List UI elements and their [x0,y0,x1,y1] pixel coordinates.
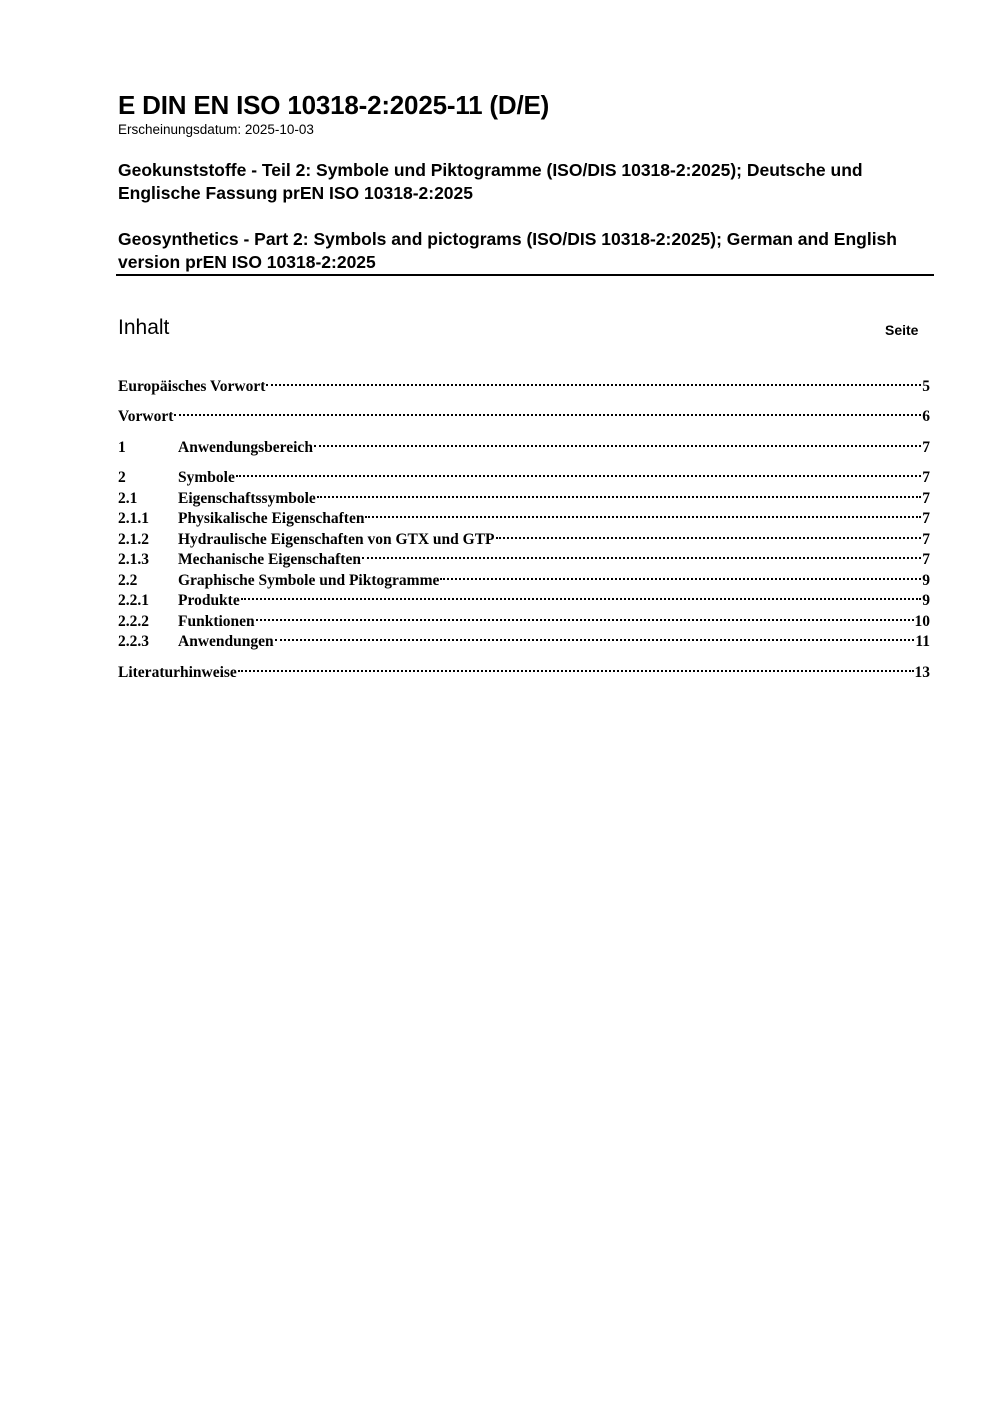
toc-entry-page: 9 [922,572,930,589]
toc-leader [241,585,922,605]
toc-entry-title: Physikalische Eigenschaften [178,510,365,527]
toc-leader [238,657,914,677]
toc-entry-page: 10 [914,613,930,630]
toc-entry-number: 2.1.2 [118,531,149,548]
toc-leader [365,503,921,523]
publication-date: Erscheinungsdatum: 2025-10-03 [118,122,314,137]
toc-entry-page: 7 [922,531,930,548]
toc-entry-number: 2 [118,469,126,486]
toc-entry-number: 2.2.2 [118,613,149,630]
toc-entry-number: 2.1.1 [118,510,149,527]
toc-page-label: Seite [885,322,919,338]
toc-entry[interactable] [118,371,930,395]
document-id: E DIN EN ISO 10318-2:2025-11 (D/E) [118,90,550,120]
toc-entry-number: 2.2 [118,572,138,589]
toc-leader [236,462,921,482]
toc-entry-title: Funktionen [178,613,255,630]
toc-entry-page: 9 [922,592,930,609]
toc-entry[interactable] [118,565,930,589]
toc-entry-title: Produkte [178,592,240,609]
toc-leader [362,544,921,564]
toc-leader [266,371,921,391]
toc-entry-title: Graphische Symbole und Piktogramme [178,572,440,589]
toc-entry-page: 7 [922,510,930,527]
toc-entry[interactable] [118,657,930,681]
toc-leader [314,432,921,452]
toc-entry-page: 11 [915,633,930,650]
toc-entry-page: 13 [914,664,930,681]
toc-entry-title: Europäisches Vorwort [118,378,266,395]
toc-entry-title: Symbole [178,469,235,486]
toc-entry[interactable] [118,401,930,425]
toc-entry[interactable] [118,585,930,609]
toc-entry-number: 2.2.3 [118,633,149,650]
toc-entry[interactable] [118,462,930,486]
toc-leader [440,565,921,585]
toc-entry-title: Vorwort [118,408,174,425]
toc-entry-number: 2.1 [118,490,138,507]
toc-entry-page: 6 [922,408,930,425]
toc-entry-title: Literaturhinweise [118,664,237,681]
toc-entry-number: 2.1.3 [118,551,149,568]
toc-entry-title: Hydraulische Eigenschaften von GTX und GTP [178,531,495,548]
toc-entry-title: Anwendungsbereich [178,439,313,456]
header-divider [116,274,934,276]
title-german: Geokunststoffe - Teil 2: Symbole und Piktogramme (ISO/DIS 10318-2:2025); Deutsche und Englische Fassung prEN ISO 10318-2:2025 [118,160,863,203]
toc-entry-page: 5 [922,378,930,395]
toc-entry[interactable] [118,524,930,548]
toc-entry-title: Mechanische Eigenschaften [178,551,361,568]
toc-leader [256,606,914,626]
toc-entry-page: 7 [922,439,930,456]
toc-entry-title: Anwendungen [178,633,274,650]
toc-entry[interactable] [118,606,930,630]
toc-leader [275,626,915,646]
toc-entry[interactable] [118,483,930,507]
toc-entry-number: 2.2.1 [118,592,149,609]
title-english: Geosynthetics - Part 2: Symbols and pictograms (ISO/DIS 10318-2:2025); German and English version prEN ISO 10318-2:2025 [118,229,897,272]
toc-entry[interactable] [118,544,930,568]
toc-entry-page: 7 [922,551,930,568]
toc-entry[interactable] [118,432,930,456]
toc-heading: Inhalt [118,316,170,339]
toc-leader [174,401,921,421]
toc-entry[interactable] [118,503,930,527]
toc-entry[interactable] [118,626,930,650]
toc-leader [317,483,921,503]
toc-entry-page: 7 [922,469,930,486]
toc-leader [496,524,922,544]
toc-entry-title: Eigenschaftssymbole [178,490,316,507]
toc-entry-page: 7 [922,490,930,507]
toc-entry-number: 1 [118,439,126,456]
